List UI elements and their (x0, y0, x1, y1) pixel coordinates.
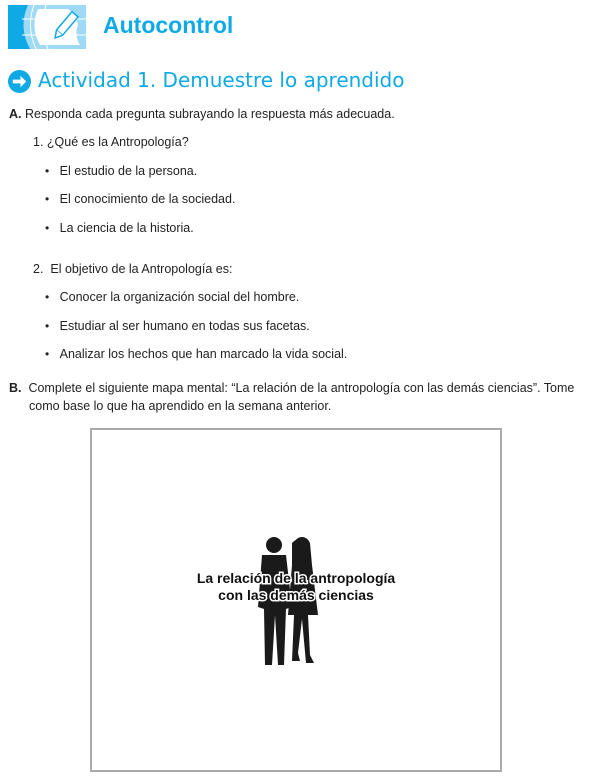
option: • Conocer la organización social del hombre. (45, 290, 300, 304)
section-b-letter: B. (9, 381, 22, 395)
mind-map-center (92, 570, 500, 604)
arrow-circle-icon (8, 70, 31, 98)
section-b-line2: como base lo que ha aprendido en la semana anterior. (29, 399, 332, 413)
question-2: 2. El objetivo de la Antropología es: (33, 262, 233, 276)
center-line2: con las demás ciencias (218, 587, 374, 603)
page-title: Autocontrol (103, 12, 234, 38)
activity-title: Actividad 1. Demuestre lo aprendido (38, 68, 405, 92)
mind-map-area[interactable] (90, 428, 502, 772)
question-1: 1. ¿Qué es la Antropología? (33, 135, 189, 149)
option: • Analizar los hechos que han marcado la vida social. (45, 347, 348, 361)
option: • La ciencia de la historia. (45, 221, 194, 235)
option-text[interactable]: Analizar los hechos que han marcado la vida social. (59, 347, 348, 361)
option-text[interactable]: El estudio de la persona. (59, 164, 198, 178)
option: • El conocimiento de la sociedad. (45, 192, 236, 206)
center-line1: La relación de la antropología (196, 570, 396, 586)
section-a-instruction: Responda cada pregunta subrayando la respuesta más adecuada. (24, 107, 395, 121)
globe-pencil-icon (8, 5, 86, 49)
autocontrol-logo (8, 5, 86, 54)
option: • El estudio de la persona. (45, 164, 198, 178)
section-b-instruction (9, 379, 589, 415)
section-b-line1: Complete el siguiente mapa mental: “La relación de la antropología con las demás ciencias”. Tome (28, 381, 575, 395)
option-text[interactable]: Estudiar al ser humano en todas sus facetas. (59, 319, 310, 333)
option-text[interactable]: La ciencia de la historia. (59, 221, 194, 235)
option-text[interactable]: El conocimiento de la sociedad. (59, 192, 236, 206)
section-a-letter: A. (9, 107, 22, 121)
option: • Estudiar al ser humano en todas sus facetas. (45, 319, 310, 333)
option-text[interactable]: Conocer la organización social del hombre. (59, 290, 300, 304)
